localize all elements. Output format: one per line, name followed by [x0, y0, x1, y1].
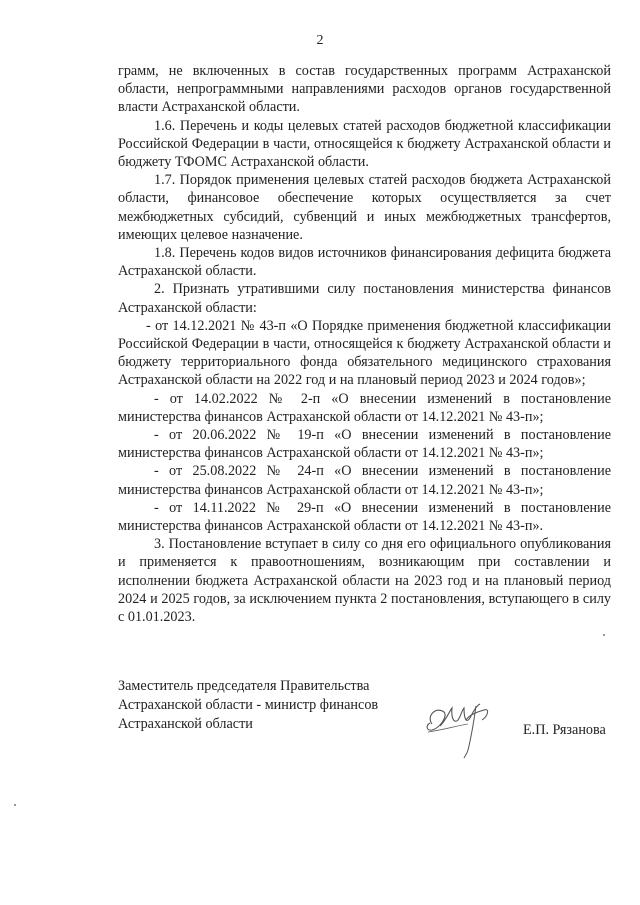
paragraph-item-1-6: 1.6. Перечень и коды целевых статей расходов бюджетной классификации Российской Федерации в части, относящейся к бюджету Астраханской области и бюджету ТФОМС Астраханской области.: [118, 117, 611, 171]
signatory-name: Е.П. Рязанова: [523, 722, 606, 738]
scan-speck: [603, 634, 605, 636]
page-number: 2: [316, 33, 324, 48]
list-item-repealed-2: - от 14.02.2022 № 2-п «О внесении изменений в постановление министерства финансов Астраханской области от 14.12.2021 № 43-п»;: [118, 390, 611, 425]
scan-speck: [14, 804, 16, 806]
signatory-title-line: Астраханской области - министр финансов: [118, 697, 379, 713]
paragraph-item-2: 2. Признать утратившими силу постановления министерства финансов Астраханской области:: [118, 281, 611, 316]
signatory-title-line: Заместитель председателя Правительства: [118, 678, 370, 694]
handwritten-signature: [418, 690, 508, 760]
document-body: [118, 62, 611, 626]
signatory-title: [118, 677, 378, 734]
list-item-repealed-4: - от 25.08.2022 № 24-п «О внесении изменений в постановление министерства финансов Астраханской области от 14.12.2021 № 43-п»;: [118, 463, 611, 498]
list-item-repealed-3: - от 20.06.2022 № 19-п «О внесении изменений в постановление министерства финансов Астраханской области от 14.12.2021 № 43-п»;: [118, 427, 611, 462]
paragraph-item-1-8: 1.8. Перечень кодов видов источников финансирования дефицита бюджета Астраханской области.: [118, 245, 611, 280]
list-item-repealed-1: - от 14.12.2021 № 43-п «О Порядке применения бюджетной классификации Российской Федерации в части, относящейся к бюджету Астраханской области и бюджету территориального фонда обязательного медицинского страхования Астраханской области на 2022 год и на плановый период 2023 и 2024 годов»;: [118, 317, 611, 389]
paragraph-continuation: грамм, не включенных в состав государственных программ Астраханской области, непрограммными направлениями расходов органов государственной власти Астраханской области.: [118, 63, 611, 116]
list-item-repealed-5: - от 14.11.2022 № 29-п «О внесении изменений в постановление министерства финансов Астраханской области от 14.12.2021 № 43-п».: [118, 499, 611, 535]
paragraph-item-1-7: 1.7. Порядок применения целевых статей расходов бюджета Астраханской области, финансовое обеспечение которых осуществляется за счет межбюджетных субсидий, субвенций и иных межбюджетных трансфертов, имеющих целевое назначение.: [118, 172, 611, 243]
signatory-title-line: Астраханской области: [118, 716, 253, 732]
paragraph-item-3: 3. Постановление вступает в силу со дня его официального опубликования и применяется к правоотношениям, возникающим при составлении и исполнении бюджета Астраханской области на 2023 год и на плановый период 2024 и 2025 годов, за исключением пункта 2 постановления, вступающего в силу с 01.01.2023.: [118, 536, 611, 626]
